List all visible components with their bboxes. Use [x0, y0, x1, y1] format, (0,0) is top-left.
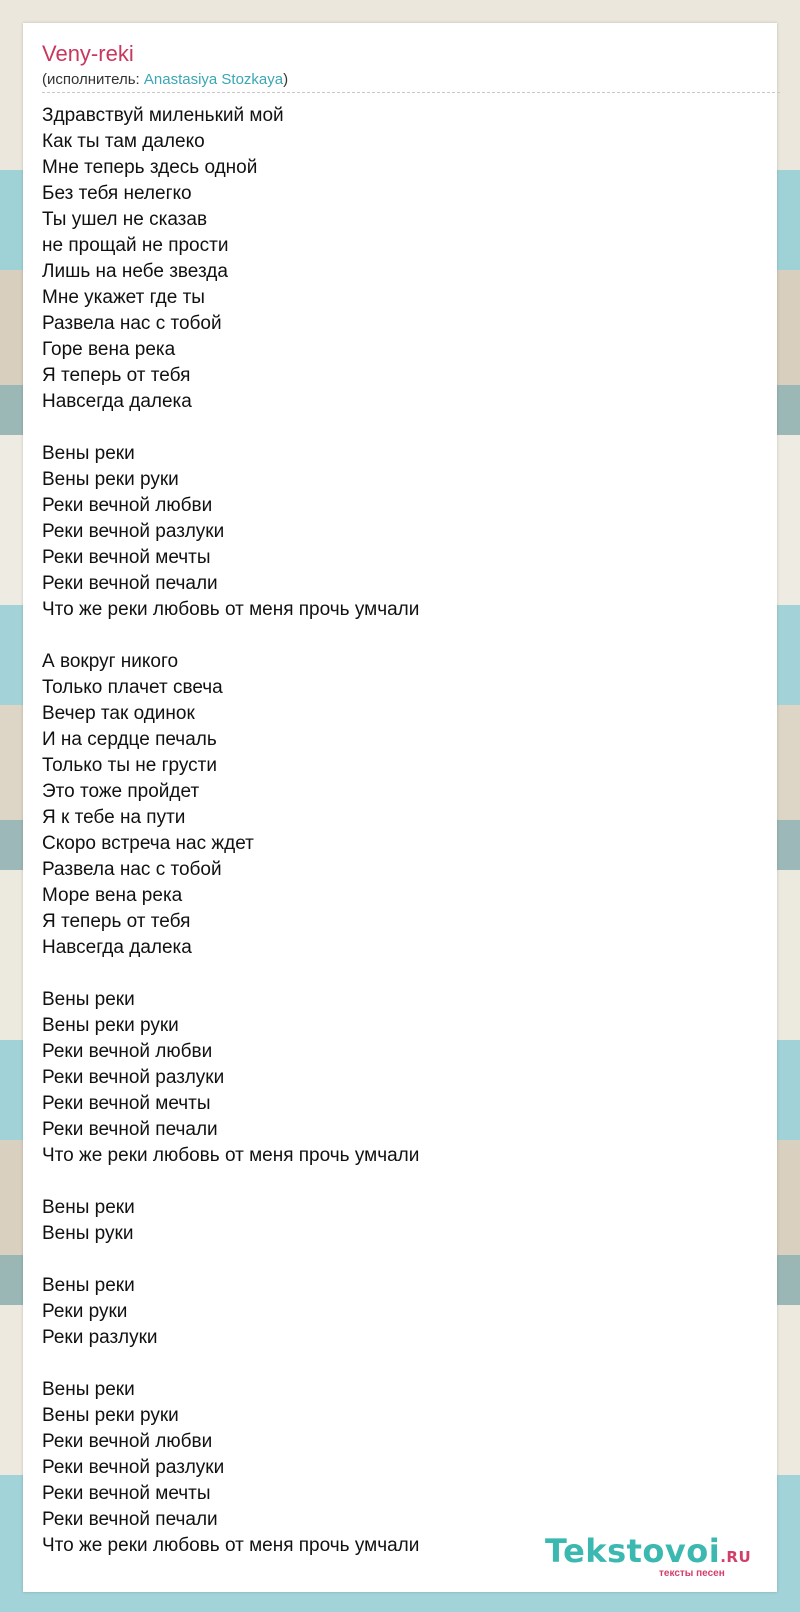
- lyric-line: Навсегда далека: [42, 391, 192, 412]
- stanza-break: [42, 415, 419, 441]
- lyric-line: Реки вечной мечты: [42, 1093, 211, 1114]
- lyric-line: Вены реки: [42, 989, 135, 1010]
- stanza-break: [42, 1169, 419, 1195]
- lyric-line: Навсегда далека: [42, 937, 192, 958]
- lyric-line: Как ты там далеко: [42, 131, 205, 152]
- lyrics-text: [42, 103, 419, 1559]
- lyric-line: Развела нас с тобой: [42, 313, 222, 334]
- lyric-line: Реки вечной печали: [42, 1119, 218, 1140]
- lyric-line: Вечер так одинок: [42, 703, 195, 724]
- lyric-line: Ты ушел не сказав: [42, 209, 208, 230]
- lyric-line: не прощай не прости: [42, 235, 229, 256]
- lyric-line: Здравствуй миленький мой: [42, 105, 284, 126]
- lyric-line: Реки вечной мечты: [42, 547, 211, 568]
- lyrics-card: [23, 23, 777, 1592]
- lyric-line: Реки вечной разлуки: [42, 521, 225, 542]
- lyric-line: Вены реки: [42, 1275, 135, 1296]
- lyric-line: Вены руки: [42, 1223, 134, 1244]
- lyric-line: Мне укажет где ты: [42, 287, 205, 308]
- lyric-line: Только плачет свеча: [42, 677, 223, 698]
- lyric-line: Что же реки любовь от меня прочь умчали: [42, 1535, 420, 1556]
- lyric-line: Развела нас с тобой: [42, 859, 222, 880]
- lyric-line: Реки разлуки: [42, 1327, 158, 1348]
- lyric-line: Море вена река: [42, 885, 183, 906]
- lyric-line: Только ты не грусти: [42, 755, 217, 776]
- performer-prefix: (исполнитель:: [42, 71, 144, 88]
- lyric-line: Без тебя нелегко: [42, 183, 192, 204]
- lyric-line: Я теперь от тебя: [42, 365, 191, 386]
- lyric-line: Вены реки: [42, 1197, 135, 1218]
- lyric-line: И на сердце печаль: [42, 729, 217, 750]
- performer-suffix: ): [283, 71, 289, 88]
- stanza-break: [42, 1247, 419, 1273]
- lyric-line: Реки вечной любви: [42, 495, 213, 516]
- logo-name: Tekstovoi: [545, 1532, 721, 1570]
- lyric-line: Реки вечной любви: [42, 1431, 213, 1452]
- lyric-line: Вены реки руки: [42, 1015, 179, 1036]
- lyric-line: Реки вечной разлуки: [42, 1067, 225, 1088]
- title-divider: [42, 92, 780, 93]
- lyric-line: Я теперь от тебя: [42, 911, 191, 932]
- lyric-line: Реки вечной печали: [42, 573, 218, 594]
- lyric-line: Что же реки любовь от меня прочь умчали: [42, 1145, 420, 1166]
- logo-suffix: .RU: [720, 1548, 752, 1566]
- lyric-line: Вены реки руки: [42, 469, 179, 490]
- lyric-line: Что же реки любовь от меня прочь умчали: [42, 599, 420, 620]
- lyric-line: Вены реки: [42, 1379, 135, 1400]
- lyric-line: Горе вена река: [42, 339, 176, 360]
- lyric-line: Мне теперь здесь одной: [42, 157, 258, 178]
- lyric-line: Реки вечной печали: [42, 1509, 218, 1530]
- song-title: Veny-reki: [42, 41, 134, 66]
- lyric-line: А вокруг никого: [42, 651, 179, 672]
- lyric-line: Реки вечной мечты: [42, 1483, 211, 1504]
- lyric-line: Реки вечной разлуки: [42, 1457, 225, 1478]
- lyric-line: Я к тебе на пути: [42, 807, 186, 828]
- lyric-line: Реки вечной любви: [42, 1041, 213, 1062]
- stanza-break: [42, 1351, 419, 1377]
- lyric-line: Реки руки: [42, 1301, 128, 1322]
- lyric-line: Скоро встреча нас ждет: [42, 833, 254, 854]
- performer-line: [42, 71, 288, 89]
- site-logo[interactable]: [545, 1532, 775, 1586]
- lyric-line: Лишь на небе звезда: [42, 261, 228, 282]
- stanza-break: [42, 961, 419, 987]
- logo-tagline: тексты песен: [659, 1568, 725, 1579]
- lyric-line: Вены реки руки: [42, 1405, 179, 1426]
- lyric-line: Вены реки: [42, 443, 135, 464]
- artist-link[interactable]: Anastasiya Stozkaya: [143, 71, 284, 88]
- stanza-break: [42, 623, 419, 649]
- lyric-line: Это тоже пройдет: [42, 781, 200, 802]
